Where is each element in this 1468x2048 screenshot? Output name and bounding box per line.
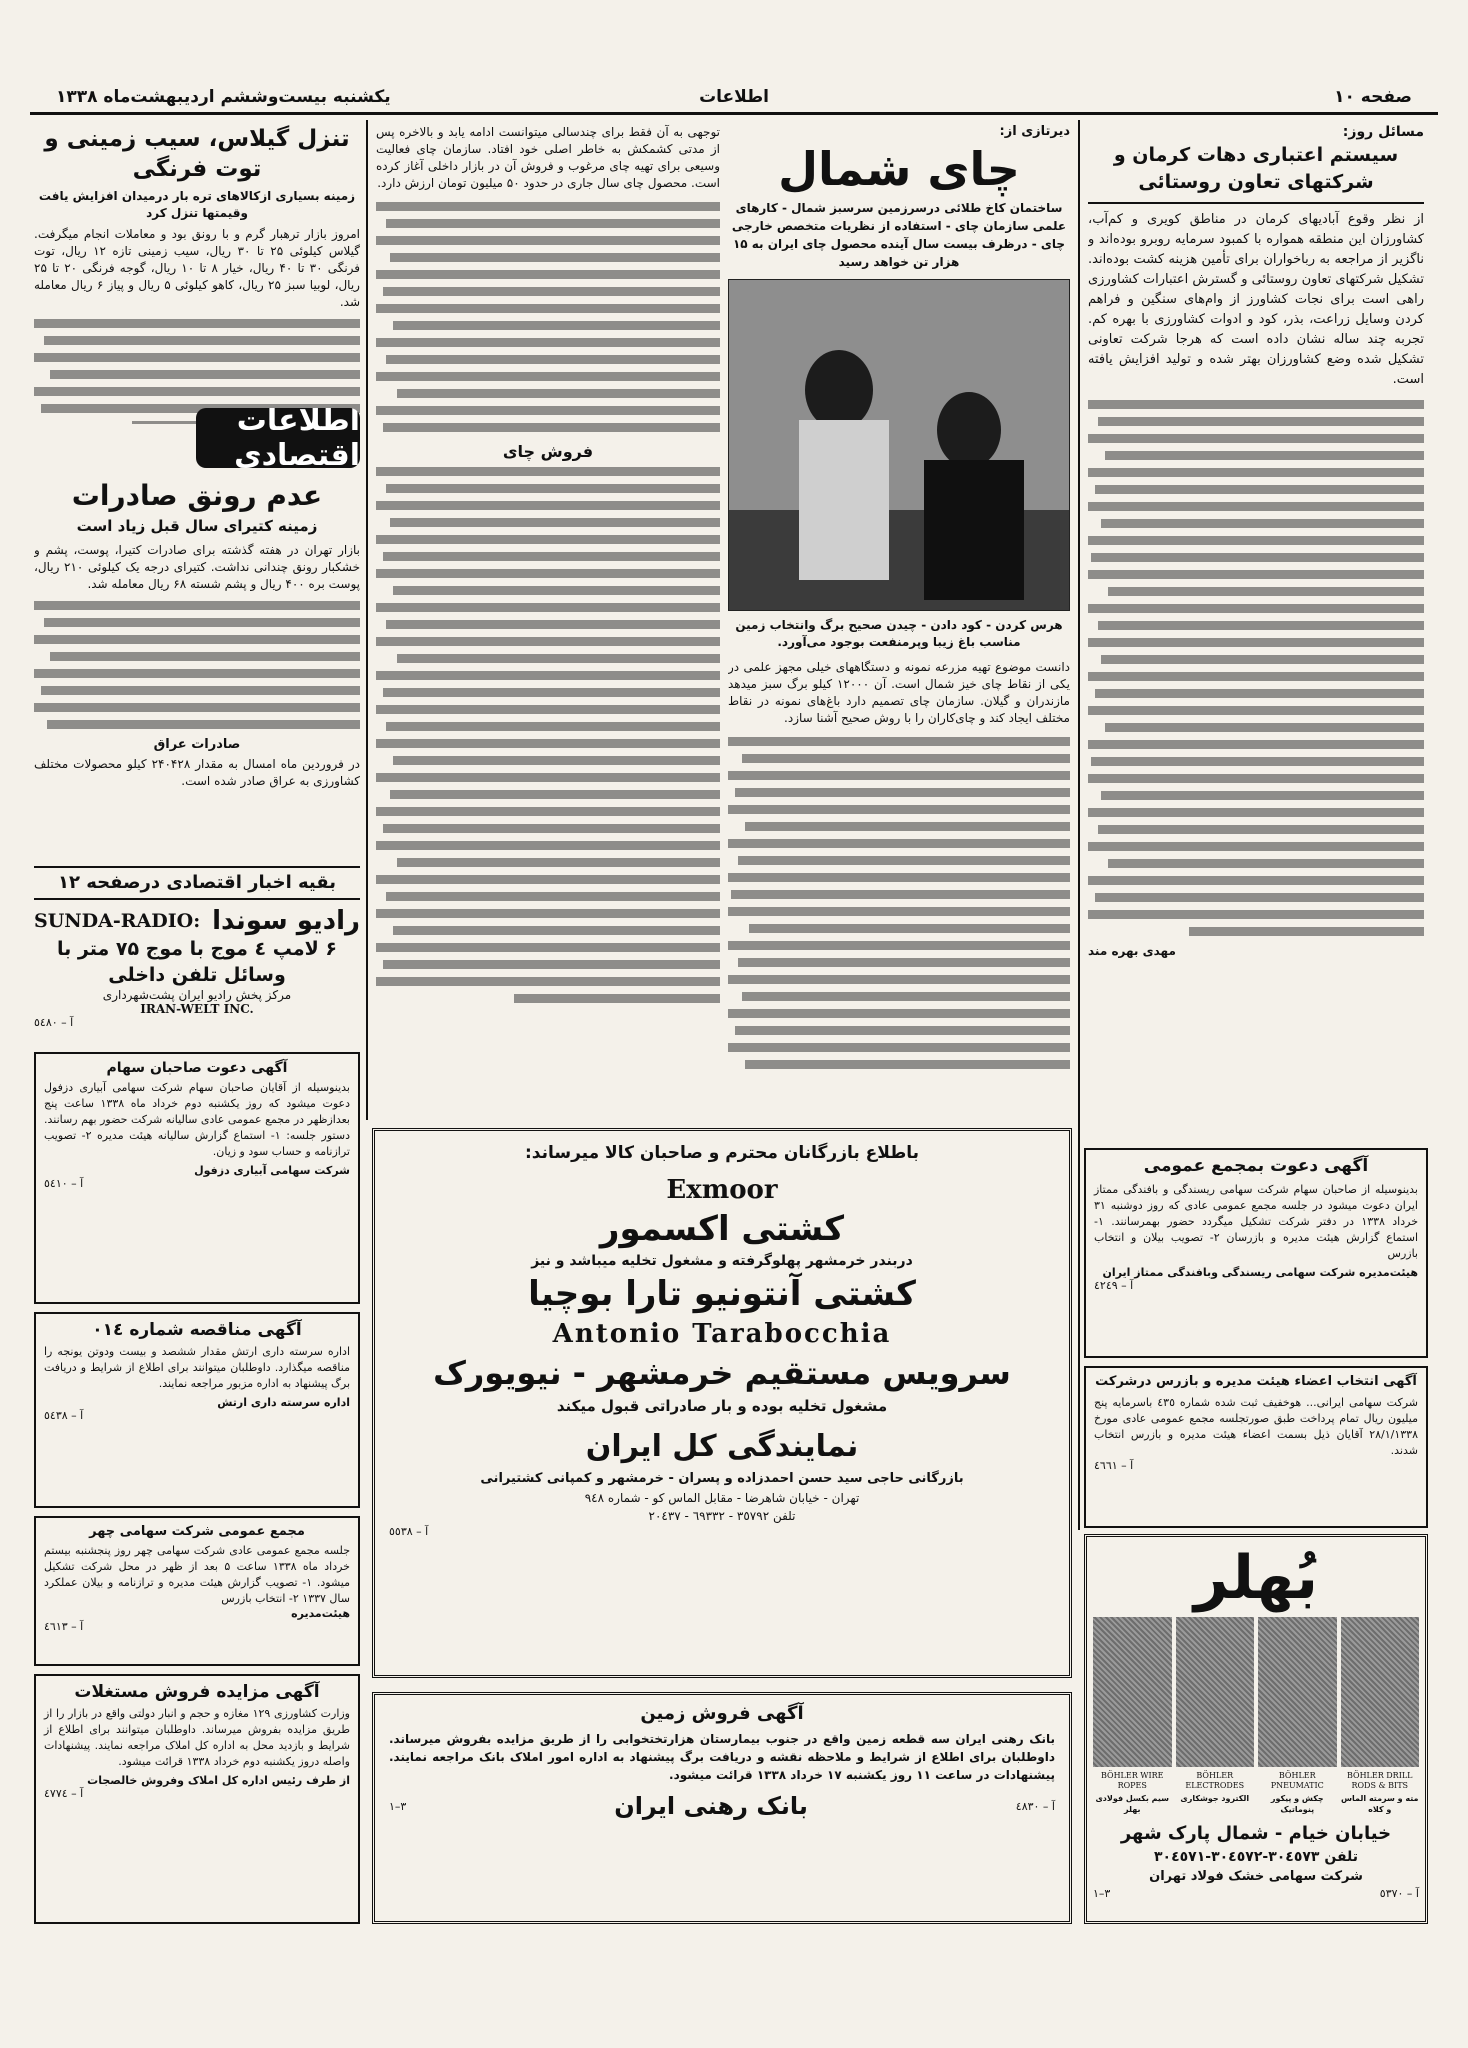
ad-title: آگهی مزایده فروش مستغلات	[74, 1682, 320, 1702]
ad-code: آ – ٤٢٤٩	[1094, 1279, 1134, 1292]
ad-company-assembly	[34, 1516, 360, 1666]
boehler-ad	[1084, 1534, 1428, 1924]
tea-plantation-photo	[728, 279, 1070, 611]
electrodes-icon	[1176, 1617, 1255, 1767]
article-title: سیستم اعتباری دهات کرمان و شرکتهای تعاون روستائی	[1113, 144, 1399, 193]
product-label-fa: چکش و پیکور پنوماتیک	[1270, 1794, 1324, 1814]
boehler-logo: بُهلر	[1194, 1543, 1318, 1613]
ad-body: جلسه مجمع عمومی عادی شرکت سهامی چهر روز پنجشنبه بیستم خرداد ماه ۱۳۳۸ ساعت ۵ بعد از ظهر در محل شرکت تشکیل میشود. ۱- تصویب گزارش هیئت مدیره و ترازنامه و بیلان عملکرد سال ۱۳۳۷ ۲- انتخاب بازرس	[44, 1544, 350, 1605]
ad-title: آگهی فروش زمین	[640, 1703, 804, 1724]
ad-board-election	[1084, 1366, 1428, 1528]
ad-body: بدینوسیله از آقایان صاحبان سهام شرکت سهامی آبیاری دزفول دعوت میشود که روز یکشنبه دوم خرداد ماه ۱۳۳۸ ساعت پنج بعدازظهر در مجمع عمومی عادی سالیانه شرکت حضور بهم رسانند. دستور جلسه: ۱- استماع گزارش سالیانه هیئت مدیره ۲- تصویب ترازنامه و حساب سود و زیان.	[44, 1081, 350, 1158]
boehler-products	[1093, 1617, 1419, 1767]
product-label-fa: مته و سرمته الماس و کلاه	[1341, 1794, 1419, 1814]
radio-brand: رادیو سوندا	[212, 906, 360, 936]
ad-body: اداره سرسته داری ارتش مقدار ششصد و بیست ودوتن یونجه را مناقصه میگذارد. داوطلبان میتوانند برای اطلاع از شرایط و دریافت برگ پیشنهاد به اداره مزبور مراجعه نمایند.	[44, 1345, 350, 1390]
column-separator	[366, 120, 368, 1120]
ad-body: وزارت کشاورزی ۱۲۹ مغازه و حجم و انبار دولتی واقع در بازار را از طریق مزایده بفروش میرساند. داوطلبان میتوانند برای اطلاع از شرایط و بازدید محل به اداره کل املاک مراجعه نمایند. پیشنهادات واصله دروز یکشنبه دوم خرداد ۱۳۳۸ قرائت میشود.	[44, 1707, 350, 1768]
article-body: توجهی به آن فقط برای چندسالی میتوانست ادامه یابد و بالاخره پس از مدتی کشمکش به خاطر اصلی خود افتاد. سازمان چای فعالیت وسیعی برای تهیه چای مرغوب و فروش آن در بازار داخلی آغاز کرده است. محصول چای سال جاری در حدود ۵۰ میلیون تومان ارزش دارد.	[376, 125, 720, 190]
boehler-address: خیابان خیام - شمال پارک شهر	[1120, 1823, 1392, 1844]
radio-agency: مرکز پخش رادیو ایران پشت‌شهرداری	[102, 988, 292, 1002]
radio-brand-latin: SUNDA-RADIO:	[34, 910, 201, 932]
paper-name: اطلاعات	[699, 87, 769, 107]
economic-news-banner: اطلاعات اقتصادی	[196, 408, 360, 468]
ad-code: آ – ٤٧٧٤	[44, 1787, 84, 1800]
exports-title: عدم رونق صادرات	[71, 479, 323, 512]
article-signature: مهدی بهره مند	[1088, 944, 1176, 958]
market-news	[34, 124, 360, 424]
ad-code-left: ۳–۱	[1093, 1887, 1111, 1900]
radio-line-1: ۶ لامپ ٤ موج با موج ۷۵ متر با	[57, 938, 337, 960]
article-body: دانست موضوع تهیه مزرعه نمونه و دستگاههای خیلی مجهز علمی در یکی از نقاط چای خیز شمال است. آن ۱۲۰۰۰ کیلو برگ سبز میدهد مازندران و گیلان. سازمان چای تصمیم دارد باغ‌های نمونه در نقاط مختلف ایجاد کند و چای‌کاران را با روش صحیح آشنا سازد.	[728, 660, 1070, 725]
ship-2-name: کشتی آنتونیو تارا بوچیا	[528, 1274, 916, 1314]
radio-company: IRAN-WELT INC.	[140, 1002, 254, 1016]
shipping-phone: تلفن ٣٥٧٩٢ - ٦٩٣٣٢ - ٢٠٤٣٧	[648, 1509, 796, 1523]
economic-continued-notice: بقیه اخبار اقتصادی درصفحه ۱۲	[57, 872, 336, 893]
ship-2-latin: Antonio Tarabocchia	[552, 1319, 892, 1349]
page-number: صفحه ۱۰	[1334, 87, 1412, 107]
ad-general-assembly	[1084, 1148, 1428, 1358]
product-label: BÖHLER PNEUMATIC	[1270, 1771, 1324, 1790]
market-body: امروز بازار ترهبار گرم و با رونق بود و معاملات انجام میگرفت. گیلاس کیلوئی ۲۵ تا ۳۰ ریال، سیب زمینی تازه ۱۲ ریال، توت فرنگی ۳۰ تا ۴۰ ریال، خیار ۸ تا ۱۰ ریال، گوجه فرنگی ۲۰ تا ۲۵ ریال، لوبیا سبز ۲۵ ریال، کاهو کیلوئی ۵ ریال و پیاز ۶ ریال معامله شد.	[34, 227, 360, 309]
boehler-codes	[1093, 1887, 1419, 1900]
article-body-continued	[1088, 400, 1424, 936]
pneumatic-hammer-icon	[1258, 1617, 1337, 1767]
article-kicker: مسائل روز:	[1342, 124, 1424, 140]
exports-body-continued	[34, 601, 360, 729]
ad-code: آ – ٥٤٣٨	[44, 1409, 84, 1422]
shipping-agent-name: بازرگانی حاجی سید حسن احمدزاده و پسران - خرمشهر و کمپانی کشتیرانی	[480, 1471, 964, 1486]
shipping-intro: باطلاع بازرگانان محترم و صاحبان کالا میرساند:	[525, 1143, 919, 1163]
header-rule	[30, 112, 1438, 115]
drill-rods-icon	[1341, 1617, 1420, 1767]
article-subtitle: ساختمان کاخ طلائی درسرزمین سرسبز شمال - کارهای علمی سازمان چای - استفاده از نظریات متخصص خارجی چای - درظرف بیست سال آینده محصول چای ایران به ۱۵ هزار تن خواهد رسید	[731, 201, 1067, 269]
divider	[34, 866, 360, 868]
shipping-address: تهران - خیابان شاهرضا - مقابل الماس کو - شماره ٩٤٨	[584, 1491, 860, 1505]
product-label-fa: الکترود جوشکاری	[1180, 1794, 1250, 1803]
ad-title: آگهی مناقصه شماره ۰۱٤	[92, 1320, 302, 1340]
exports-body-2: در فروردین ماه امسال به مقدار ۲۴۰۴۲۸ کیلو محصولات مختلف کشاورزی به عراق صادر شده است.	[34, 757, 360, 788]
wire-rope-icon	[1093, 1617, 1172, 1767]
ad-property-auction	[34, 1674, 360, 1924]
ad-shareholders	[34, 1052, 360, 1304]
sunda-radio-ad	[34, 906, 360, 1046]
ad-body: شرکت سهامی ایرانی... هوخفیف ثبت شده شماره ٤٣٥ باسرمایه پنج میلیون ریال تمام پرداخت طبق صورتجلسه مجمع عمومی عادی مورخ ٢٨/١/١٣٣٨ آقایان ذیل بسمت اعضاء هیئت مدیره و بازرس انتخاب شدند.	[1094, 1396, 1418, 1457]
exports-article	[34, 478, 360, 858]
ad-tender	[34, 1312, 360, 1508]
tea-article	[728, 124, 1070, 1124]
ad-code: آ – ٥٥٣٨	[389, 1525, 429, 1538]
divider	[1088, 202, 1424, 204]
tea-pickers-figure	[729, 280, 1069, 610]
shipping-load: مشغول تخلیه بوده و بار صادراتی قبول میکند	[556, 1397, 888, 1415]
product-label: BÖHLER DRILL RODS & BITS	[1346, 1771, 1413, 1790]
ad-title: آگهی انتخاب اعضاء هیئت مدیره و بازرس درشرکت	[1095, 1374, 1417, 1389]
ad-body: بدینوسیله از صاحبان سهام شرکت سهامی ریسندگی و بافندگی ممتاز ایران دعوت میشود در جلسه مجمع عمومی عادی که روز دوشنبه ۳۱ خرداد ۱۳۳۸ در دفتر شرکت تشکیل میگردد حضور بهمرسانند. ۱- استماع گزارش هیئت مدیره و بازرسان ۲- تصویب بیلان و انتخاب بازرس	[1094, 1183, 1419, 1260]
ad-code: آ – ٥٣٧٠	[1379, 1887, 1419, 1900]
tea-article-continued	[376, 124, 720, 1124]
ad-code: آ – ٤٦١٣	[44, 1620, 84, 1633]
ad-code-right: آ – ٤٨٣٠	[1015, 1799, 1055, 1813]
exports-subhead: صادرات عراق	[153, 737, 241, 752]
radio-code: آ – ٥٤٨٠	[34, 1016, 74, 1029]
article-body-continued	[376, 202, 720, 432]
ad-signer: اداره سرسته داری ارتش	[217, 1396, 350, 1409]
shipping-mid: دربندر خرمشهر پهلوگرفته و مشغول تخلیه میباشد و نیز	[531, 1253, 913, 1269]
article-subhead: فروش چای	[502, 442, 594, 461]
article-body: از نظر وقوع آبادیهای کرمان در مناطق کویری و کم‌آب، کشاورزان این منطقه همواره با کمبود سرمایه روبرو بوده‌اند و ناگزیر از مراجعه به رباخواران برای تأمین هزینه کشت بوده‌اند. تشکیل شرکتهای تعاون روستائی و گسترش اعتبارات کشاورزی راهی است برای نجات کشاورز از وام‌های سنگین و فراهم کردن وسایل زراعت، بذر، کود و ادوات کشاورزی با بهره کم. تجربه چند ساله نشان داده است که هرجا شرکت تعاونی تشکیل شده وضع کشاورزان بهتر شده و تولید افزایش یافته است.	[1088, 212, 1424, 387]
ship-1-latin: Exmoor	[666, 1175, 778, 1205]
radio-line-2: وسائل تلفن داخلی	[108, 964, 286, 986]
market-title: تنزل گیلاس، سیب زمینی و توت فرنگی	[44, 126, 350, 182]
ad-land-sale	[372, 1692, 1072, 1924]
shipping-service: سرویس مستقیم خرمشهر - نیویورک	[433, 1354, 1011, 1392]
credit-system-article	[1088, 124, 1424, 1144]
article-title: چای شمال	[778, 142, 1020, 196]
ad-code: آ – ٥٤١٠	[44, 1177, 84, 1190]
ship-1-name: کشتی اکسمور	[599, 1209, 845, 1249]
header-date: یکشنبه بیست‌وششم اردیبهشت‌ماه ۱۳۳۸	[56, 87, 391, 107]
article-kicker: دیرتازی از:	[999, 124, 1070, 139]
ad-title: مجمع عمومی شرکت سهامی چهر	[89, 1524, 305, 1539]
exports-body: بازار تهران در هفته گذشته برای صادرات کتیرا، پوست، پشم و خشکبار رونق چندانی نداشت. کتیرای درجه یک کیلوئی ۲۱۰ ریال، پوست بره ۴۰۰ ریال و پشم شسته ۶۸ ریال معامله شد.	[34, 543, 360, 591]
ad-signer: از طرف رئیس اداره کل املاک وفروش خالصجات	[87, 1774, 350, 1787]
shipping-ad	[372, 1128, 1072, 1678]
market-subtitle: زمینه بسیاری ازکالاهای تره بار درمیدان افزایش یافت وقیمتها تنزل کرد	[38, 189, 356, 220]
shipping-agent: نمایندگی کل ایران	[585, 1429, 859, 1464]
divider	[34, 898, 360, 900]
ad-signer: هیئت‌مدیره شرکت سهامی ریسندگی وبافندگی ممتاز ایران	[1102, 1266, 1418, 1279]
column-separator	[1078, 120, 1080, 1530]
ad-body: بانک رهنی ایران سه قطعه زمین واقع در جنوب بیمارستان هزارتختخوابی را از طریق مزایده بفروش میرساند. داوطلبان برای اطلاع از شرایط و ملاحظه نقشه و دریافت برگ پیشنهاد به اداره امور املاک بانک مراجعه نمایند. پیشنهادات در ساعت ۱۱ روز یکشنبه ۱۷ خرداد ۱۳۳۸ قرائت میشود.	[389, 1732, 1055, 1782]
photo-caption: هرس کردن - کود دادن - چیدن صحیح برگ وانتخاب زمین مناسب باغ زیبا وپرمنفعت بوجود می‌آورد.	[735, 618, 1063, 649]
product-label: BÖHLER WIRE ROPES	[1100, 1771, 1164, 1790]
boehler-product-labels	[1093, 1771, 1419, 1791]
product-label-fa: سیم بکسل فولادی بهلر	[1095, 1794, 1170, 1814]
boehler-product-labels-fa	[1093, 1793, 1419, 1815]
article-body-continued	[376, 467, 720, 1003]
ad-title: آگهی دعوت بمجمع عمومی	[1143, 1156, 1369, 1176]
ad-signer: شرکت سهامی آبیاری دزفول	[194, 1164, 350, 1177]
ad-signer: بانک رهنی ایران	[614, 1792, 808, 1820]
ad-code: آ – ٤٦٦١	[1094, 1459, 1134, 1472]
exports-subtitle: زمینه کتیرای سال قبل زیاد است	[76, 517, 318, 535]
product-label: BÖHLER ELECTRODES	[1185, 1771, 1245, 1790]
ad-code-left: ۳–۱	[389, 1799, 407, 1813]
ad-signer: هیئت‌مدیره	[291, 1607, 350, 1620]
boehler-company: شرکت سهامی خشک فولاد تهران	[1149, 1869, 1363, 1884]
boehler-phone: تلفن ٣٠٤٥٧٣-٣٠٤٥٧٢-٣٠٤٥٧١	[1154, 1849, 1358, 1865]
article-body-continued	[728, 737, 1070, 1069]
ad-title: آگهی دعوت صاحبان سهام	[106, 1060, 288, 1076]
